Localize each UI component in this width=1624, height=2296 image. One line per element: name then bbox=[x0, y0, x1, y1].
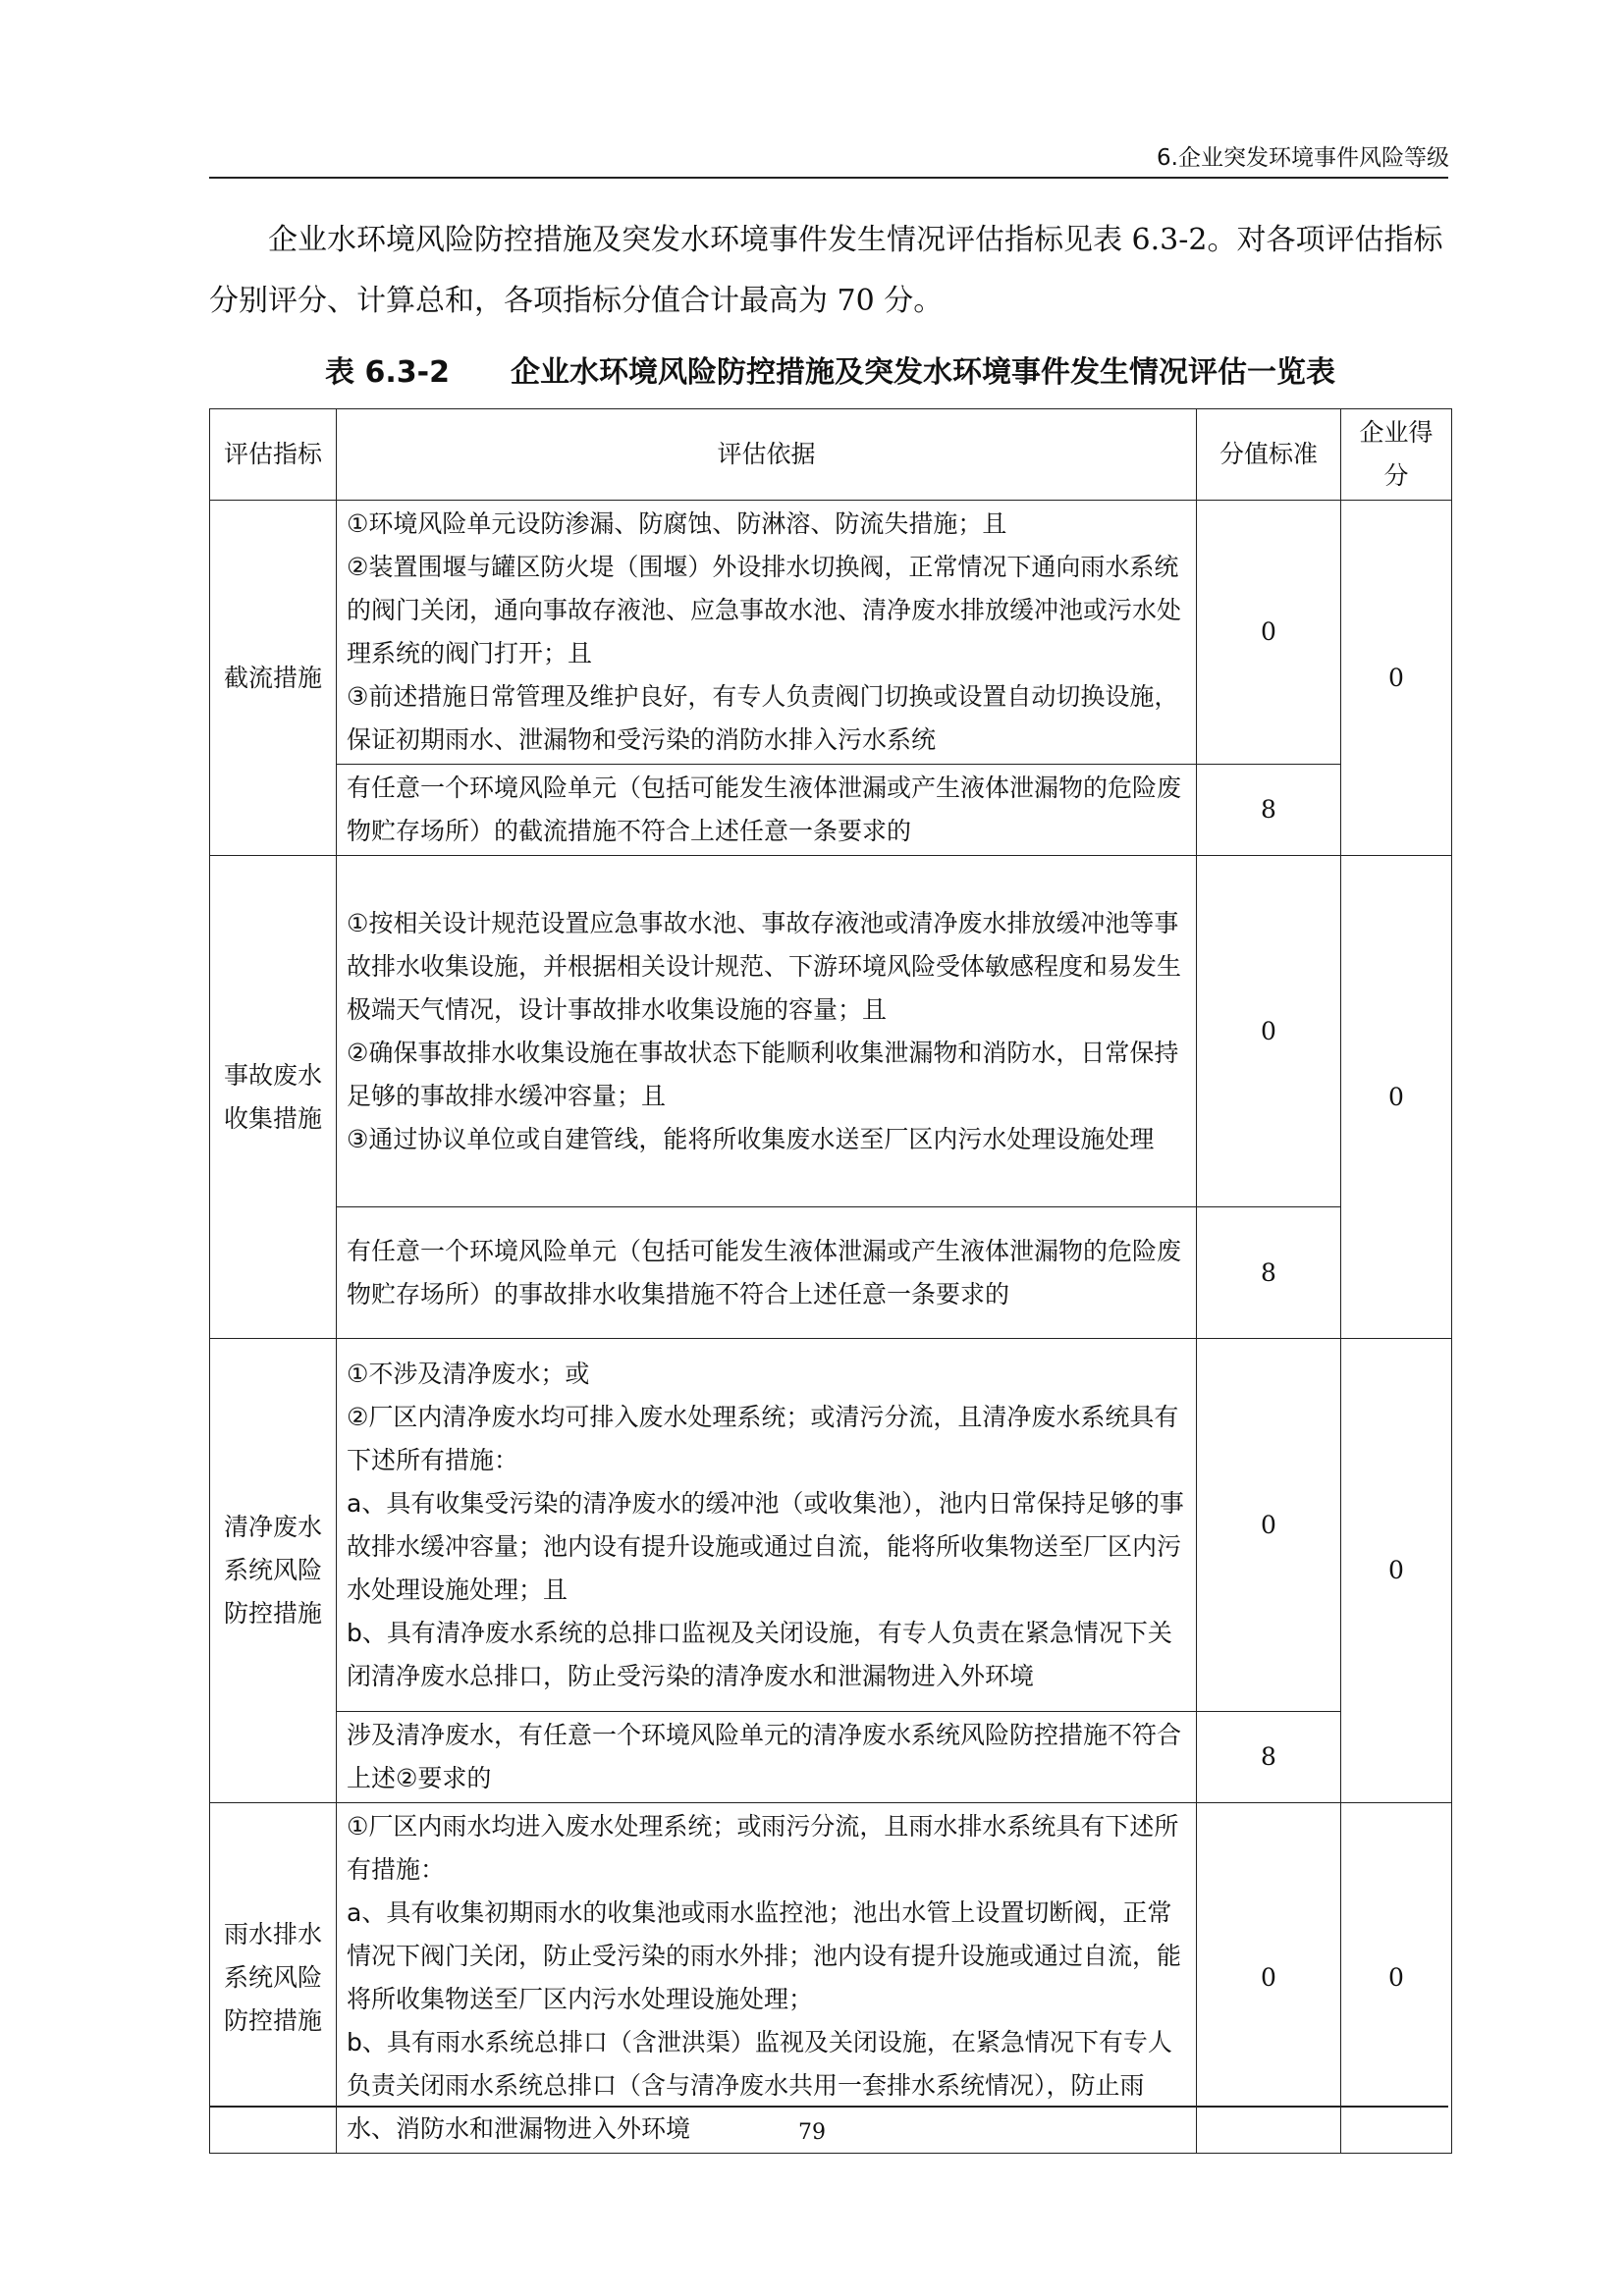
table-row bbox=[210, 501, 1452, 765]
basis-cell: 有任意一个环境风险单元（包括可能发生液体泄漏或产生液体泄漏物的危险废物贮存场所）的截流措施不符合上述任意一条要求的 bbox=[337, 765, 1197, 856]
assessment-table bbox=[209, 408, 1452, 2154]
score-cell: 0 bbox=[1197, 856, 1341, 1207]
score-cell: 8 bbox=[1197, 1207, 1341, 1339]
table-title: 企业水环境风险防控措施及突发水环境事件发生情况评估一览表 bbox=[510, 355, 1335, 390]
intro-paragraph bbox=[209, 210, 1451, 332]
basis-cell: ①厂区内雨水均进入废水处理系统；或雨污分流，且雨水排水系统具有下述所有措施： a、具有收集初期雨水的收集池或雨水监控池；池出水管上设置切断阀，正常情况下阀门关闭，防止受污染的雨水外排；池内设有提升设施或通过自流，能将所收集物送至厂区内污水处理设施处理； b、具有雨水系统总排口（含泄洪渠）监视及关闭设施，在紧急情况下有专人负责关闭雨水系统总排口（含与清净废水共用一套排水系统情况），防止雨水、消防水和泄漏物进入外环境 bbox=[337, 1803, 1197, 2154]
table-row bbox=[210, 1207, 1452, 1339]
header-enterprise-score: 企业得分 bbox=[1341, 409, 1452, 501]
table-row bbox=[210, 765, 1452, 856]
header-score-standard: 分值标准 bbox=[1197, 409, 1341, 501]
score-cell: 0 bbox=[1197, 1339, 1341, 1712]
table-caption bbox=[209, 347, 1451, 391]
basis-cell: 有任意一个环境风险单元（包括可能发生液体泄漏或产生液体泄漏物的危险废物贮存场所）的事故排水收集措施不符合上述任意一条要求的 bbox=[337, 1207, 1197, 1339]
basis-cell: ①环境风险单元设防渗漏、防腐蚀、防淋溶、防流失措施；且 ②装置围堰与罐区防火堤（围堰）外设排水切换阀，正常情况下通向雨水系统的阀门关闭，通向事故存液池、应急事故水池、清净废水排放缓冲池或污水处理系统的阀门打开；且 ③前述措施日常管理及维护良好，有专人负责阀门切换或设置自动切换设施，保证初期雨水、泄漏物和受污染的消防水排入污水系统 bbox=[337, 501, 1197, 765]
score-cell: 8 bbox=[1197, 1712, 1341, 1803]
table-number: 表 6.3-2 bbox=[325, 355, 450, 390]
enterprise-score-cell: 0 bbox=[1341, 501, 1452, 856]
table-row bbox=[210, 1712, 1452, 1803]
indicator-cell: 雨水排水 系统风险 防控措施 bbox=[210, 1803, 337, 2154]
table-header-row bbox=[210, 409, 1452, 501]
footer-rule bbox=[209, 2106, 1448, 2108]
table-row bbox=[210, 1803, 1452, 2154]
running-header: 6.企业突发环境事件风险等级 bbox=[1157, 145, 1449, 171]
table-row bbox=[210, 856, 1452, 1207]
header-rule bbox=[209, 177, 1448, 179]
basis-cell: ①不涉及清净废水；或 ②厂区内清净废水均可排入废水处理系统；或清污分流，且清净废水系统具有下述所有措施： a、具有收集受污染的清净废水的缓冲池（或收集池），池内日常保持足够的事故排水缓冲容量；池内设有提升设施或通过自流，能将所收集物送至厂区内污水处理设施处理；且 b、具有清净废水系统的总排口监视及关闭设施，有专人负责在紧急情况下关闭清净废水总排口，防止受污染的清净废水和泄漏物进入外环境 bbox=[337, 1339, 1197, 1712]
table-row bbox=[210, 1339, 1452, 1712]
page-number: 79 bbox=[798, 2120, 826, 2145]
basis-cell: ①按相关设计规范设置应急事故水池、事故存液池或清净废水排放缓冲池等事故排水收集设施，并根据相关设计规范、下游环境风险受体敏感程度和易发生极端天气情况，设计事故排水收集设施的容量；且 ②确保事故排水收集设施在事故状态下能顺利收集泄漏物和消防水，日常保持足够的事故排水缓冲容量；且 ③通过协议单位或自建管线，能将所收集废水送至厂区内污水处理设施处理 bbox=[337, 856, 1197, 1207]
enterprise-score-cell: 0 bbox=[1341, 1339, 1452, 1803]
basis-cell: 涉及清净废水，有任意一个环境风险单元的清净废水系统风险防控措施不符合上述②要求的 bbox=[337, 1712, 1197, 1803]
score-cell: 8 bbox=[1197, 765, 1341, 856]
score-cell: 0 bbox=[1197, 1803, 1341, 2154]
indicator-cell: 事故废水 收集措施 bbox=[210, 856, 337, 1339]
enterprise-score-cell: 0 bbox=[1341, 856, 1452, 1339]
enterprise-score-cell: 0 bbox=[1341, 1803, 1452, 2154]
indicator-cell: 清净废水 系统风险 防控措施 bbox=[210, 1339, 337, 1803]
header-basis: 评估依据 bbox=[337, 409, 1197, 501]
intro-text: 企业水环境风险防控措施及突发水环境事件发生情况评估指标见表 6.3-2。对各项评估指标分别评分、计算总和，各项指标分值合计最高为 70 分。 bbox=[209, 223, 1443, 318]
score-cell: 0 bbox=[1197, 501, 1341, 765]
indicator-cell: 截流措施 bbox=[210, 501, 337, 856]
header-indicator: 评估指标 bbox=[210, 409, 337, 501]
